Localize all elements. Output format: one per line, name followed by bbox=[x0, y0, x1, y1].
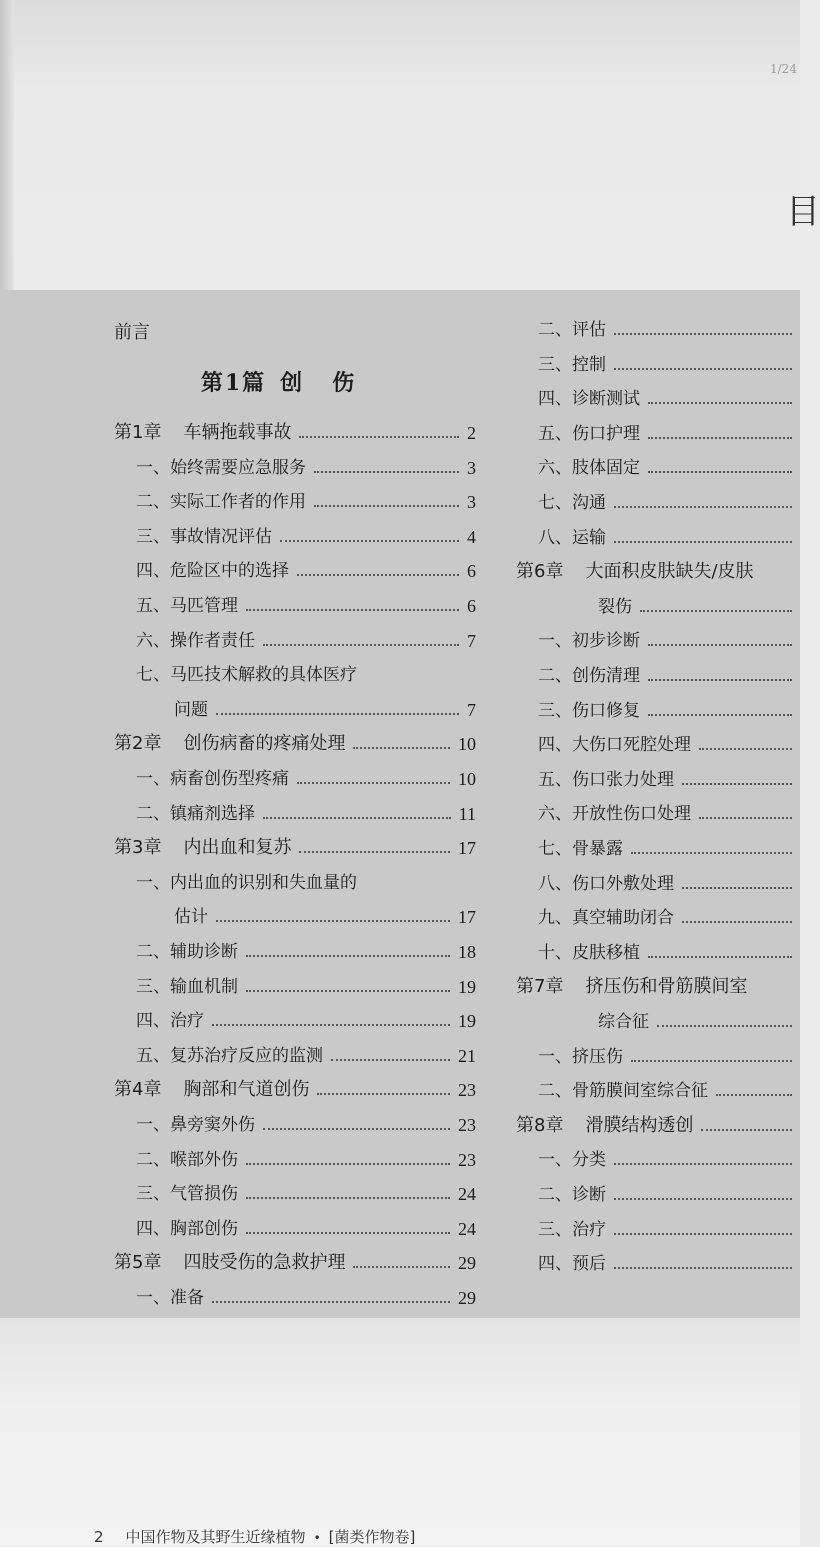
toc-leader-dots bbox=[614, 1163, 792, 1165]
toc-page-number: 3 bbox=[467, 492, 476, 513]
toc-section-entry[interactable] bbox=[538, 834, 800, 864]
footer-separator: • bbox=[313, 1531, 321, 1545]
toc-entry-label bbox=[538, 1145, 606, 1175]
toc-entry-label bbox=[114, 1075, 309, 1105]
toc-leader-dots bbox=[648, 437, 792, 439]
toc-chapter-entry[interactable] bbox=[516, 557, 800, 587]
toc-leader-dots bbox=[317, 1093, 450, 1095]
toc-entry-label bbox=[538, 315, 606, 345]
toc-leader-dots bbox=[246, 1232, 450, 1234]
footer-book-title: 中国作物及其野生近缘植物 bbox=[125, 1528, 306, 1546]
toc-entry-label bbox=[136, 1110, 255, 1140]
footer-page-number: 2 bbox=[94, 1528, 104, 1546]
toc-entry-label bbox=[136, 1283, 204, 1313]
toc-entry-label bbox=[136, 487, 306, 517]
toc-section-entry[interactable] bbox=[136, 764, 476, 794]
toc-entry-continuation[interactable] bbox=[174, 695, 476, 725]
toc-entry-label bbox=[538, 384, 640, 414]
toc-section-entry[interactable] bbox=[136, 1110, 476, 1140]
toc-leader-dots bbox=[682, 887, 792, 889]
toc-page-number: 19 bbox=[458, 1011, 476, 1032]
toc-entry-title: 五、伤口张力处理 bbox=[538, 769, 674, 790]
toc-leader-dots bbox=[648, 956, 792, 958]
toc-leader-dots bbox=[353, 1266, 450, 1268]
toc-entry-title: 四、诊断测试 bbox=[538, 389, 640, 410]
toc-entry-title: 胸部和气道创伤 bbox=[183, 1079, 310, 1101]
toc-entry-label bbox=[516, 972, 747, 1002]
toc-entry-title: 一、准备 bbox=[136, 1288, 204, 1308]
toc-section-entry[interactable] bbox=[538, 696, 800, 726]
toc-leader-dots bbox=[216, 920, 450, 922]
toc-entry-title: 四、治疗 bbox=[136, 1011, 204, 1032]
header-mark: 1/24 bbox=[770, 62, 797, 76]
toc-entry-title: 二、诊断 bbox=[538, 1185, 606, 1205]
toc-entry-title: 七、马匹技术解救的具体医疗 bbox=[136, 665, 357, 686]
toc-chapter-entry[interactable] bbox=[516, 972, 800, 1002]
toc-entry-title: 六、操作者责任 bbox=[136, 630, 255, 651]
toc-leader-dots bbox=[280, 540, 459, 542]
toc-entry-title: 五、伤口护理 bbox=[538, 423, 640, 444]
chapter-number: 第4章 bbox=[114, 1079, 162, 1101]
toc-leader-dots bbox=[682, 921, 792, 923]
part-number: 第1篇 bbox=[200, 370, 267, 396]
toc-section-entry[interactable] bbox=[538, 626, 800, 656]
toc-section-entry[interactable] bbox=[136, 799, 476, 829]
toc-section-entry[interactable] bbox=[136, 1006, 476, 1036]
toc-entry-label bbox=[136, 937, 238, 967]
chapter-number: 第7章 bbox=[516, 976, 564, 998]
footer-volume: [菌类作物卷] bbox=[328, 1528, 416, 1546]
toc-entry-label bbox=[136, 1041, 323, 1071]
toc-entry-label bbox=[538, 1249, 606, 1279]
toc-page-number: 24 bbox=[458, 1184, 476, 1205]
toc-chapter-entry[interactable] bbox=[114, 1248, 476, 1278]
toc-entry-label bbox=[174, 902, 208, 932]
toc-entry-label bbox=[538, 765, 674, 795]
toc-section-entry[interactable] bbox=[136, 1179, 476, 1209]
toc-entry-title: 二、实际工作者的作用 bbox=[136, 492, 306, 513]
toc-leader-dots bbox=[297, 574, 459, 576]
contents-heading-fragment: 目 bbox=[786, 192, 820, 232]
toc-entry-title: 八、运输 bbox=[538, 527, 606, 548]
toc-entry-title: 五、复苏治疗反应的监测 bbox=[136, 1045, 323, 1066]
toc-page-number: 21 bbox=[458, 1045, 476, 1066]
toc-chapter-entry[interactable] bbox=[516, 1111, 800, 1141]
toc-leader-dots bbox=[640, 610, 792, 612]
toc-entry-title: 三、事故情况评估 bbox=[136, 526, 272, 547]
toc-leader-dots bbox=[246, 990, 450, 992]
toc-entry-label bbox=[538, 350, 606, 380]
toc-section-entry[interactable] bbox=[538, 1042, 800, 1072]
toc-section-entry[interactable] bbox=[538, 661, 800, 691]
toc-entry-title: 创伤病畜的疼痛处理 bbox=[183, 733, 346, 755]
toc-page-number: 3 bbox=[467, 457, 476, 478]
toc-leader-dots bbox=[648, 679, 792, 681]
toc-entry-title: 六、开放性伤口处理 bbox=[538, 804, 691, 825]
toc-page-number: 7 bbox=[467, 699, 476, 720]
toc-page-number: 10 bbox=[458, 769, 476, 789]
toc-leader-dots bbox=[263, 817, 451, 819]
toc-leader-dots bbox=[263, 1128, 450, 1130]
toc-leader-dots bbox=[657, 1025, 792, 1027]
toc-chapter-entry[interactable] bbox=[114, 833, 476, 863]
toc-section-entry[interactable] bbox=[538, 730, 800, 760]
toc-section-entry[interactable] bbox=[538, 419, 800, 449]
toc-entry-title: 七、沟通 bbox=[538, 493, 606, 513]
toc-chapter-entry[interactable] bbox=[114, 1075, 476, 1105]
toc-section-entry[interactable] bbox=[538, 1076, 800, 1106]
toc-section-entry[interactable] bbox=[136, 1145, 476, 1175]
chapter-number: 第3章 bbox=[114, 837, 162, 859]
toc-entry-label bbox=[174, 695, 208, 725]
toc-section-entry[interactable] bbox=[136, 556, 476, 586]
toc-entry-label bbox=[538, 938, 640, 968]
toc-page-number: 11 bbox=[458, 803, 476, 824]
toc-section-entry[interactable] bbox=[538, 1215, 800, 1245]
toc-entry-title: 二、辅助诊断 bbox=[136, 942, 238, 962]
toc-entry-continuation[interactable] bbox=[598, 1007, 800, 1037]
toc-entry-label bbox=[136, 626, 255, 656]
toc-section-entry[interactable] bbox=[538, 1249, 800, 1279]
toc-leader-dots bbox=[216, 713, 459, 715]
page-top-margin bbox=[0, 0, 800, 290]
toc-entry-label bbox=[136, 972, 238, 1002]
toc-entry-title: 二、喉部外伤 bbox=[136, 1149, 238, 1170]
toc-leader-dots bbox=[246, 1197, 450, 1199]
toc-leader-dots bbox=[614, 1267, 792, 1269]
toc-leader-dots bbox=[699, 748, 792, 750]
toc-section-entry[interactable] bbox=[136, 868, 476, 898]
toc-section-entry[interactable] bbox=[538, 938, 800, 968]
toc-entry-label bbox=[136, 799, 255, 829]
page-bottom-margin bbox=[0, 1318, 800, 1546]
page-footer bbox=[94, 1526, 415, 1547]
toc-page-number: 29 bbox=[458, 1288, 476, 1308]
toc-section-entry[interactable] bbox=[538, 523, 800, 553]
part-title bbox=[100, 366, 485, 397]
toc-entry-title: 九、真空辅助闭合 bbox=[538, 908, 674, 929]
toc-entry-title: 二、骨筋膜间室综合征 bbox=[538, 1081, 708, 1102]
toc-entry-title: 滑膜结构透创 bbox=[585, 1114, 694, 1136]
toc-entry-label bbox=[136, 522, 272, 552]
toc-section-entry[interactable] bbox=[136, 660, 476, 690]
toc-page-number: 6 bbox=[467, 596, 476, 616]
toc-leader-dots bbox=[314, 505, 459, 507]
toc-entry-title: 三、气管损伤 bbox=[136, 1184, 238, 1205]
toc-page-number: 23 bbox=[458, 1149, 476, 1170]
toc-section-entry[interactable] bbox=[136, 453, 476, 483]
toc-leader-dots bbox=[648, 644, 792, 646]
toc-entry-title: 三、输血机制 bbox=[136, 976, 238, 997]
toc-leader-dots bbox=[212, 1024, 450, 1026]
toc-entry-title: 综合征 bbox=[598, 1012, 649, 1032]
toc-leader-dots bbox=[701, 1129, 792, 1131]
toc-entry-label bbox=[538, 661, 640, 691]
toc-entry-label bbox=[538, 903, 674, 933]
toc-entry-label bbox=[136, 1214, 238, 1244]
toc-entry-label bbox=[136, 1179, 238, 1209]
toc-entry-title: 四、危险区中的选择 bbox=[136, 561, 289, 582]
toc-entry-label bbox=[136, 556, 289, 586]
toc-leader-dots bbox=[263, 644, 459, 646]
toc-leader-dots bbox=[699, 817, 792, 819]
toc-entry-continuation[interactable] bbox=[598, 592, 800, 622]
toc-entry-title: 内出血和复苏 bbox=[183, 837, 292, 859]
chapter-number: 第8章 bbox=[516, 1114, 564, 1136]
toc-section-entry[interactable] bbox=[538, 453, 800, 483]
toc-entry-label bbox=[538, 419, 640, 449]
toc-entry-label bbox=[538, 696, 640, 726]
toc-entry-title: 挤压伤和骨筋膜间室 bbox=[585, 976, 748, 998]
toc-leader-dots bbox=[212, 1301, 450, 1303]
toc-entry-title: 大面积皮肤缺失/皮肤 bbox=[585, 561, 754, 583]
toc-leader-dots bbox=[246, 1163, 450, 1165]
toc-entry-label bbox=[538, 453, 640, 483]
toc-leader-dots bbox=[648, 402, 792, 404]
toc-page-number: 2 bbox=[467, 423, 476, 443]
toc-entry-label bbox=[538, 488, 606, 518]
toc-entry-title: 裂伤 bbox=[598, 596, 632, 617]
toc-entry-label bbox=[538, 869, 674, 899]
toc-section-entry[interactable] bbox=[538, 765, 800, 795]
toc-entry-label bbox=[538, 799, 691, 829]
toc-leader-dots bbox=[331, 1059, 450, 1061]
toc-section-entry[interactable] bbox=[538, 1180, 800, 1210]
toc-entry-title: 二、评估 bbox=[538, 320, 606, 340]
toc-entry-title: 三、治疗 bbox=[538, 1219, 606, 1240]
chapter-number: 第6章 bbox=[516, 561, 564, 583]
toc-entry-title: 一、初步诊断 bbox=[538, 631, 640, 652]
toc-page-number: 29 bbox=[458, 1253, 476, 1274]
toc-entry-title: 问题 bbox=[174, 699, 208, 720]
toc-leader-dots bbox=[631, 852, 792, 854]
toc-entry-title: 一、始终需要应急服务 bbox=[136, 457, 306, 478]
toc-entry-label bbox=[516, 557, 754, 587]
toc-entry-label bbox=[538, 1076, 708, 1106]
toc-section-entry[interactable] bbox=[136, 522, 476, 552]
toc-entry-label bbox=[136, 868, 357, 898]
toc-leader-dots bbox=[246, 955, 450, 957]
toc-entry-label bbox=[598, 1007, 649, 1037]
toc-section-entry[interactable] bbox=[136, 972, 476, 1002]
toc-section-entry[interactable] bbox=[538, 384, 800, 414]
toc-section-entry[interactable] bbox=[538, 1145, 800, 1175]
toc-entry-label bbox=[538, 1042, 623, 1072]
toc-section-entry[interactable] bbox=[136, 937, 476, 967]
toc-leader-dots bbox=[614, 368, 792, 370]
toc-page-number: 24 bbox=[458, 1218, 476, 1239]
toc-entry-title: 三、伤口修复 bbox=[538, 700, 640, 721]
toc-entry-title: 四、预后 bbox=[538, 1254, 606, 1275]
toc-entry-title: 车辆拖载事故 bbox=[183, 422, 292, 443]
chapter-number: 第2章 bbox=[114, 733, 162, 755]
toc-leader-dots bbox=[716, 1094, 792, 1096]
toc-entry-title: 七、骨暴露 bbox=[538, 839, 623, 859]
toc-entry-label bbox=[136, 591, 238, 621]
toc-leader-dots bbox=[314, 471, 459, 473]
toc-entry-title: 一、内出血的识别和失血量的 bbox=[136, 872, 357, 893]
toc-leader-dots bbox=[682, 783, 792, 785]
toc-page-number: 10 bbox=[458, 734, 476, 755]
toc-entry-title: 三、控制 bbox=[538, 354, 606, 375]
toc-page-number: 6 bbox=[467, 561, 476, 582]
toc-leader-dots bbox=[648, 714, 792, 716]
toc-entry-label bbox=[136, 764, 289, 794]
toc-entry-title: 四、大伤口死腔处理 bbox=[538, 735, 691, 756]
toc-section-entry[interactable] bbox=[136, 591, 476, 621]
toc-entry-label bbox=[598, 592, 632, 622]
toc-section-entry[interactable] bbox=[538, 350, 800, 380]
toc-entry-title: 八、伤口外敷处理 bbox=[538, 873, 674, 894]
toc-entry-continuation[interactable] bbox=[174, 902, 476, 932]
toc-entry-label bbox=[114, 833, 291, 863]
toc-leader-dots bbox=[299, 436, 459, 438]
toc-entry-label bbox=[538, 730, 691, 760]
toc-page-number: 23 bbox=[458, 1115, 476, 1135]
toc-leader-dots bbox=[631, 1060, 792, 1062]
toc-section-entry[interactable] bbox=[538, 903, 800, 933]
toc-entry-title: 估计 bbox=[174, 907, 208, 928]
toc-page-number: 17 bbox=[458, 907, 476, 928]
toc-chapter-entry[interactable] bbox=[114, 729, 476, 759]
toc-section-entry[interactable] bbox=[136, 487, 476, 517]
toc-leader-dots bbox=[297, 782, 450, 784]
part-name: 创伤 bbox=[280, 370, 385, 396]
toc-entry-title: 四肢受伤的急救护理 bbox=[183, 1252, 346, 1274]
toc-leader-dots bbox=[614, 541, 792, 543]
toc-section-entry[interactable] bbox=[538, 488, 800, 518]
toc-section-entry[interactable] bbox=[136, 626, 476, 656]
toc-entry-label bbox=[136, 660, 357, 690]
toc-leader-dots bbox=[299, 851, 450, 853]
toc-entry-title: 一、病畜创伤型疼痛 bbox=[136, 769, 289, 789]
chapter-number: 第5章 bbox=[114, 1252, 162, 1274]
toc-entry-label bbox=[538, 1215, 606, 1245]
toc-entry-title: 一、挤压伤 bbox=[538, 1046, 623, 1067]
toc-section-entry[interactable] bbox=[136, 1041, 476, 1071]
toc-entry-title: 六、肢体固定 bbox=[538, 458, 640, 479]
toc-entry-label bbox=[136, 1006, 204, 1036]
toc-entry-title: 二、镇痛剂选择 bbox=[136, 803, 255, 824]
toc-entry-label bbox=[114, 1248, 345, 1278]
toc-leader-dots bbox=[614, 506, 792, 508]
toc-page-number: 23 bbox=[458, 1080, 476, 1101]
toc-entry-label bbox=[136, 1145, 238, 1175]
toc-preface[interactable]: 前言 bbox=[114, 322, 150, 343]
toc-entry-title: 一、分类 bbox=[538, 1150, 606, 1171]
toc-leader-dots bbox=[614, 333, 792, 335]
chapter-number: 第1章 bbox=[114, 422, 162, 443]
toc-chapter-entry[interactable] bbox=[114, 418, 476, 448]
toc-entry-title: 十、皮肤移植 bbox=[538, 942, 640, 963]
toc-entry-label bbox=[516, 1111, 693, 1141]
toc-section-entry[interactable] bbox=[538, 799, 800, 829]
toc-entry-title: 四、胸部创伤 bbox=[136, 1218, 238, 1239]
toc-entry-label bbox=[136, 453, 306, 483]
toc-entry-label bbox=[114, 729, 345, 759]
toc-page-number: 17 bbox=[458, 838, 476, 859]
toc-entry-title: 一、鼻旁窦外伤 bbox=[136, 1115, 255, 1135]
toc-entry-label bbox=[538, 1180, 606, 1210]
toc-leader-dots bbox=[246, 609, 459, 611]
toc-leader-dots bbox=[614, 1233, 792, 1235]
toc-section-entry[interactable] bbox=[538, 869, 800, 899]
toc-page-number: 18 bbox=[458, 942, 476, 962]
toc-page-number: 19 bbox=[458, 976, 476, 997]
toc-entry-label bbox=[538, 626, 640, 656]
toc-section-entry[interactable] bbox=[136, 1214, 476, 1244]
toc-leader-dots bbox=[353, 747, 450, 749]
toc-page-number: 7 bbox=[467, 630, 476, 651]
toc-leader-dots bbox=[648, 471, 792, 473]
toc-leader-dots bbox=[614, 1198, 792, 1200]
toc-section-entry[interactable] bbox=[538, 315, 800, 345]
toc-entry-label bbox=[538, 523, 606, 553]
toc-section-entry[interactable] bbox=[136, 1283, 476, 1313]
toc-entry-label bbox=[114, 418, 291, 448]
toc-entry-title: 二、创伤清理 bbox=[538, 666, 640, 686]
toc-entry-title: 五、马匹管理 bbox=[136, 596, 238, 616]
toc-entry-label bbox=[538, 834, 623, 864]
toc-page-number: 4 bbox=[467, 526, 476, 547]
